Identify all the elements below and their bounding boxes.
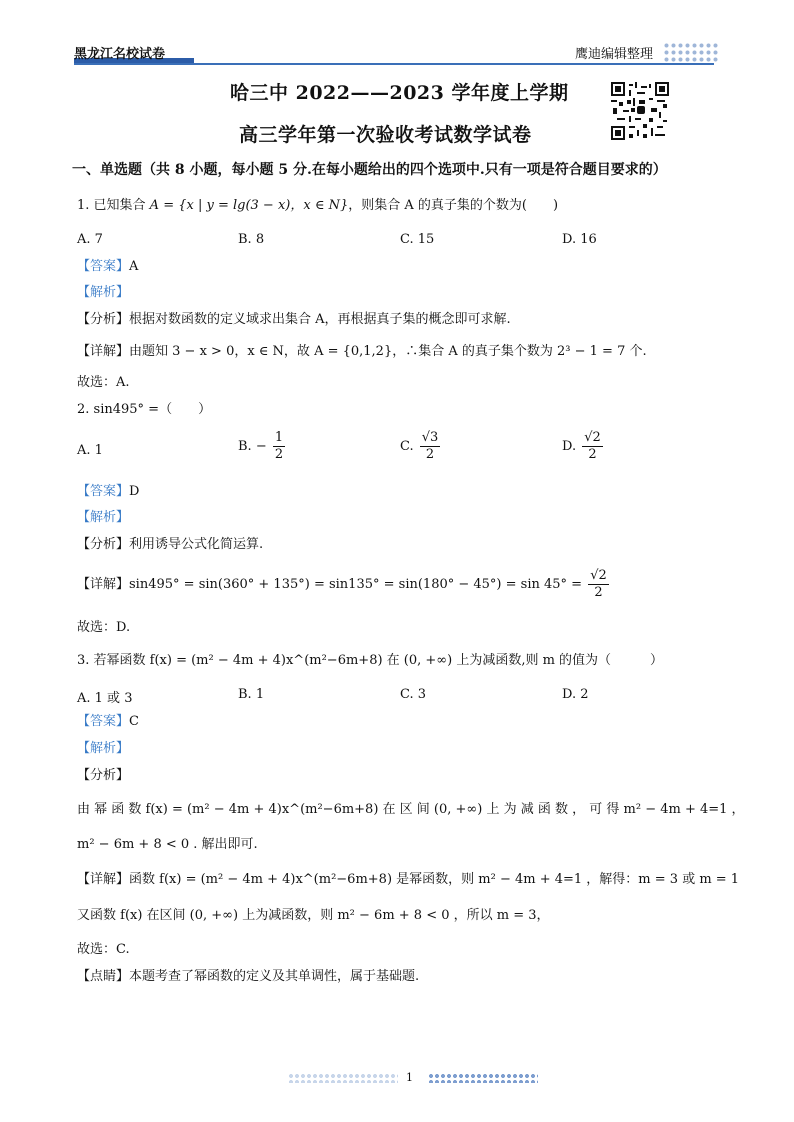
q2-fenxi-text: 利用诱导公式化简运算. xyxy=(129,537,264,552)
q1-option-d: D. 16 xyxy=(562,232,597,247)
q2-fenxi xyxy=(77,536,263,554)
q1-set: A = {x | y = lg(3 − x)，x ∈ N} xyxy=(149,198,349,213)
q2-option-c-fraction xyxy=(420,430,441,463)
q3-analysis-tag xyxy=(77,740,129,758)
header-dot-pattern xyxy=(663,42,719,62)
q2-detail-text: sin495° = sin(360° + 135°) = sin135° = sin(180° − 45°) = sin 45° = xyxy=(129,577,583,592)
q1-choose: 故选：A. xyxy=(77,375,130,390)
q3-detail-line1 xyxy=(77,871,739,889)
q2-option-c-label: C. xyxy=(400,439,414,454)
fraction-numerator: 1 xyxy=(274,430,284,445)
fraction-numerator: √2 xyxy=(584,430,601,445)
fraction-numerator: √2 xyxy=(590,568,607,583)
detail-tag: 【详解】 xyxy=(77,344,130,359)
header-right-text: 鹰迪编辑整理 xyxy=(575,47,654,62)
q1-fenxi xyxy=(77,311,511,329)
q3-answer xyxy=(77,713,139,731)
q3-fenxi-line1: 由 幂 函 数 f(x) = (m² − 4m + 4)x^(m²−6m+8) 在 区 间 (0, +∞) 上 为 减 函 数 ， 可 得 m² − 4m + 4=1 ， xyxy=(77,802,745,817)
q1-detail-text: 由题知 3 − x > 0，x ∈ N，故 A = {0,1,2}，∴集合 A 的真子集个数为 2³ − 1 = 7 个. xyxy=(129,344,647,359)
footer-dot-pattern-right xyxy=(428,1073,538,1083)
page-header xyxy=(0,0,794,70)
q2-choose: 故选：D. xyxy=(77,620,131,635)
header-left-text: 黑龙江名校试卷 xyxy=(74,47,166,62)
fraction-numerator: √3 xyxy=(421,430,439,445)
answer-tag: 【答案】 xyxy=(77,259,130,274)
q1-analysis-tag xyxy=(77,284,129,302)
q1-stem-suffix: ，则集合 A 的真子集的个数为( ) xyxy=(348,198,559,213)
analysis-tag: 【解析】 xyxy=(77,741,130,756)
answer-tag: 【答案】 xyxy=(77,714,130,729)
q2-option-a: A. 1 xyxy=(77,443,103,458)
q2-option-d-fraction xyxy=(582,430,603,463)
q2-option-b-label: B. − xyxy=(238,439,267,454)
q3-comment xyxy=(77,968,419,986)
q3-fenxi-tag: 【分析】 xyxy=(77,768,130,783)
q1-answer-value: A xyxy=(129,259,139,274)
q1-option-b: B. 8 xyxy=(238,232,265,247)
page-number: 1 xyxy=(406,1071,413,1084)
q3-comment-text: 本题考查了幂函数的定义及其单调性，属于基础题. xyxy=(129,969,420,984)
footer-dot-pattern-left xyxy=(288,1073,398,1083)
exam-title-line2: 高三学年第一次验收考试数学试卷 xyxy=(239,124,532,146)
q3-option-c: C. 3 xyxy=(400,687,427,702)
analysis-tag: 【解析】 xyxy=(77,285,130,300)
q2-detail xyxy=(77,568,611,601)
q2-stem: 2. sin495° =（ ） xyxy=(77,402,212,417)
page-footer xyxy=(0,1068,794,1088)
q2-option-c xyxy=(400,430,442,463)
exam-title-line1: 哈三中 2022——2023 学年度上学期 xyxy=(230,82,569,104)
fenxi-tag: 【分析】 xyxy=(77,312,130,327)
q3-fenxi-line2: m² − 6m + 8 < 0 . 解出即可. xyxy=(77,837,258,852)
fraction-denominator: 2 xyxy=(274,447,284,462)
q2-option-d xyxy=(562,430,605,463)
q1-detail xyxy=(77,343,647,361)
q3-detail-line2: 又函数 f(x) 在区间 (0, +∞) 上为减函数，则 m² − 6m + 8 < 0 ，所以 m = 3， xyxy=(77,908,550,923)
detail-tag: 【详解】 xyxy=(77,577,130,592)
q2-option-d-label: D. xyxy=(562,439,577,454)
q1-answer xyxy=(77,258,138,276)
fraction-denominator: 2 xyxy=(425,447,435,462)
q3-choose: 故选：C. xyxy=(77,942,130,957)
qr-code-icon xyxy=(611,82,669,140)
fenxi-tag: 【分析】 xyxy=(77,537,130,552)
header-rule xyxy=(74,63,714,65)
fraction-denominator: 2 xyxy=(594,585,603,600)
comment-tag: 【点睛】 xyxy=(77,969,130,984)
fraction-denominator: 2 xyxy=(588,447,597,462)
q1-option-c: C. 15 xyxy=(400,232,435,247)
q2-answer-value: D xyxy=(129,484,140,499)
q3-option-d: D. 2 xyxy=(562,687,589,702)
q2-option-b xyxy=(238,430,287,463)
q1-option-a: A. 7 xyxy=(77,232,103,247)
q2-detail-fraction xyxy=(588,568,609,601)
answer-tag: 【答案】 xyxy=(77,484,130,499)
section-heading: 一、单选题（共 8 小题，每小题 5 分.在每小题给出的四个选项中.只有一项是符合题目要求的） xyxy=(72,162,667,178)
q3-detail-text-1: 函数 f(x) = (m² − 4m + 4)x^(m²−6m+8) 是幂函数，则 m² − 4m + 4=1 ，解得：m = 3 或 m = 1 xyxy=(129,872,740,887)
q3-option-a: A. 1 或 3 xyxy=(77,691,133,706)
q1-fenxi-text: 根据对数函数的定义域求出集合 A，再根据真子集的概念即可求解. xyxy=(129,312,511,327)
q2-analysis-tag xyxy=(77,509,129,527)
q2-answer xyxy=(77,483,139,501)
detail-tag: 【详解】 xyxy=(77,872,130,887)
q3-option-b: B. 1 xyxy=(238,687,265,702)
q3-answer-value: C xyxy=(129,714,139,729)
q1-stem xyxy=(77,197,558,215)
q3-stem: 3. 若幂函数 f(x) = (m² − 4m + 4)x^(m²−6m+8) 在 (0, +∞) 上为减函数,则 m 的值为（ ） xyxy=(77,653,664,668)
q2-option-b-fraction xyxy=(273,430,285,463)
q1-stem-prefix: 1. 已知集合 xyxy=(77,198,150,213)
analysis-tag: 【解析】 xyxy=(77,510,130,525)
